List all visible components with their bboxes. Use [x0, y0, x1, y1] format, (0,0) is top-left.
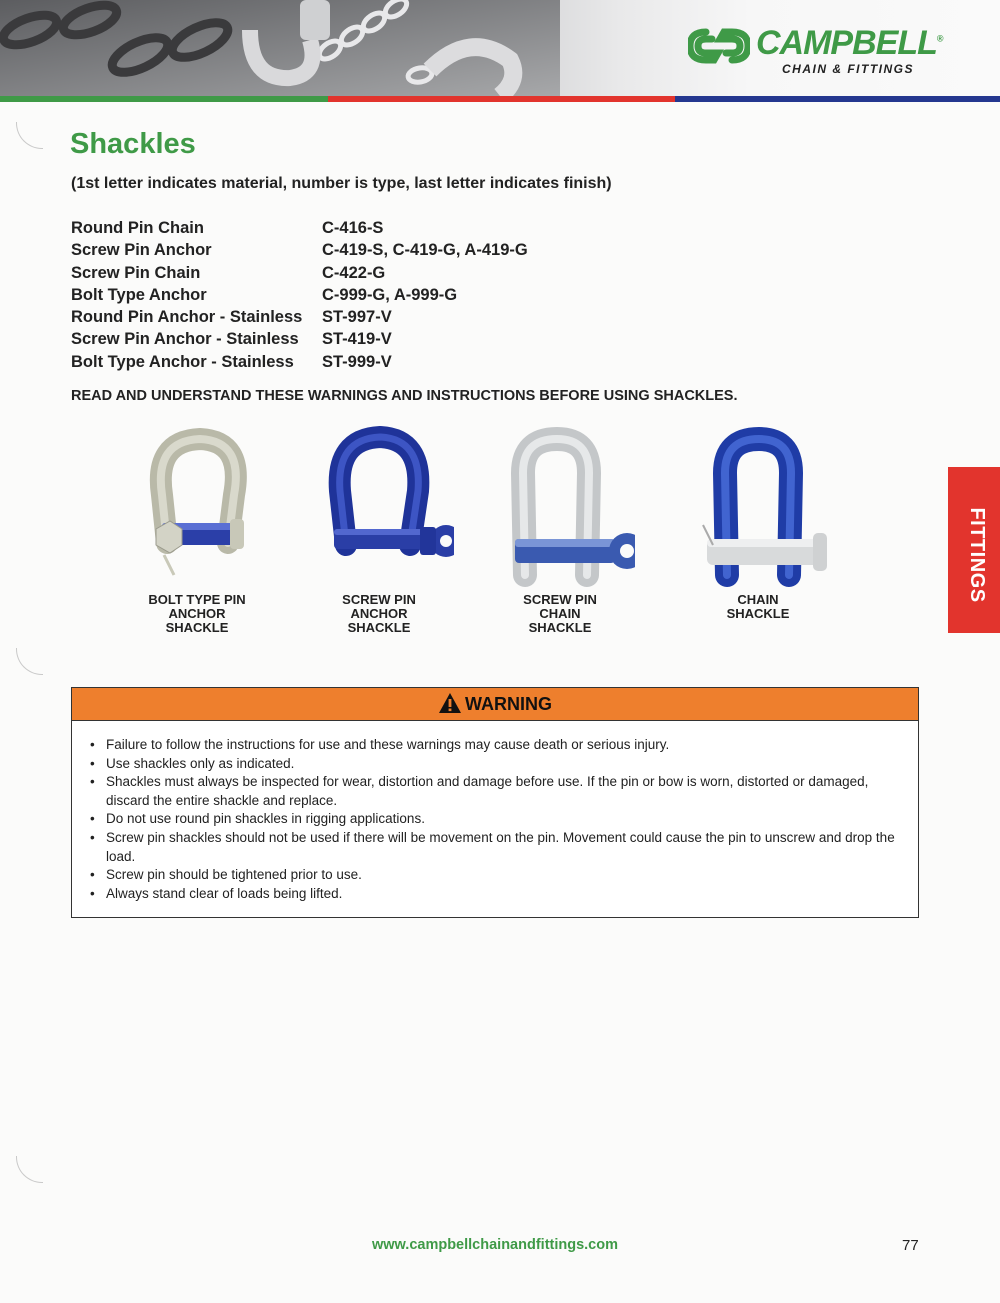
read-instructions-notice: READ AND UNDERSTAND THESE WARNINGS AND INSTRUCTIONS BEFORE USING SHACKLES. — [71, 388, 738, 404]
chain-shackle-icon — [683, 425, 833, 593]
bolt-type-anchor-shackle-icon — [122, 425, 272, 593]
warning-list — [90, 736, 900, 903]
warning-item: • Screw pin should be tightened prior to use. — [90, 866, 900, 885]
chain-hook-photo — [0, 0, 560, 96]
type-name: Bolt Type Anchor - Stainless — [71, 352, 294, 371]
warning-header — [72, 688, 918, 721]
warning-item: • Failure to follow the instructions for use and these warnings may cause death or serious injury. — [90, 736, 900, 755]
campbell-logo-icon — [688, 26, 750, 66]
product-label: SCREW PIN ANCHOR SHACKLE — [342, 592, 416, 635]
binder-hole — [16, 1156, 43, 1183]
product-bolt-type-anchor-shackle — [107, 425, 287, 635]
type-row — [71, 353, 671, 375]
warning-box — [71, 687, 919, 918]
binder-hole — [16, 648, 43, 675]
type-codes: C-419-S, C-419-G, A-419-G — [322, 241, 528, 260]
type-codes: ST-999-V — [322, 352, 392, 371]
screw-pin-chain-shackle-icon — [485, 425, 635, 593]
type-row — [71, 330, 671, 352]
page-number: 77 — [902, 1237, 919, 1254]
type-name: Round Pin Chain — [71, 219, 204, 237]
type-codes: C-416-S — [322, 219, 384, 237]
product-screw-pin-anchor-shackle — [289, 425, 469, 635]
warning-item: • Shackles must always be inspected for wear, distortion and damage before use. If the pin or bow is worn, distorted or damaged, discard the entire shackle and replace. — [90, 773, 900, 810]
type-name: Round Pin Anchor - Stainless — [71, 308, 303, 327]
warning-item: • Always stand clear of loads being lifted. — [90, 885, 900, 904]
binder-hole — [16, 122, 43, 149]
brand-name: CAMPBELL® — [756, 24, 943, 62]
stripe-green — [0, 96, 328, 102]
screw-pin-anchor-shackle-icon — [304, 425, 454, 593]
type-row — [71, 241, 671, 263]
type-row — [71, 286, 671, 308]
type-row — [71, 308, 671, 330]
warning-item: • Do not use round pin shackles in rigging applications. — [90, 810, 900, 829]
type-codes: C-422-G — [322, 263, 386, 282]
shackle-type-list — [71, 219, 671, 375]
warning-triangle-icon — [438, 692, 462, 714]
product-label: BOLT TYPE PIN ANCHOR SHACKLE — [148, 592, 246, 635]
brand-tagline: CHAIN & FITTINGS — [782, 62, 914, 76]
type-row — [71, 219, 671, 241]
stripe-red — [328, 96, 675, 102]
header-banner — [0, 0, 1000, 96]
footer-website-link[interactable]: www.campbellchainandfittings.com — [372, 1237, 618, 1253]
type-name: Screw Pin Chain — [71, 263, 201, 282]
warning-item: • Screw pin shackles should not be used if there will be movement on the pin. Movement could cause the pin to unscrew and drop the load. — [90, 829, 900, 866]
side-tab-label: FITTINGS — [966, 507, 988, 603]
product-label: CHAIN SHACKLE — [726, 592, 790, 621]
campbell-logo — [688, 26, 958, 78]
product-label: SCREW PIN CHAIN SHACKLE — [523, 592, 597, 635]
type-name: Screw Pin Anchor — [71, 241, 212, 260]
type-codes: C-999-G, A-999-G — [322, 285, 458, 304]
fittings-side-tab — [948, 467, 1000, 633]
product-chain-shackle — [668, 425, 848, 621]
page-subtitle: (1st letter indicates material, number is type, last letter indicates finish) — [71, 175, 612, 192]
type-name: Bolt Type Anchor — [71, 285, 207, 304]
stripe-blue — [675, 96, 1000, 102]
warning-item: • Use shackles only as indicated. — [90, 755, 900, 774]
page-title: Shackles — [70, 128, 196, 160]
type-codes: ST-419-V — [322, 330, 392, 349]
type-name: Screw Pin Anchor - Stainless — [71, 330, 299, 349]
warning-heading: WARNING — [465, 694, 552, 714]
type-codes: ST-997-V — [322, 308, 392, 327]
type-row — [71, 264, 671, 286]
product-screw-pin-chain-shackle — [470, 425, 650, 635]
